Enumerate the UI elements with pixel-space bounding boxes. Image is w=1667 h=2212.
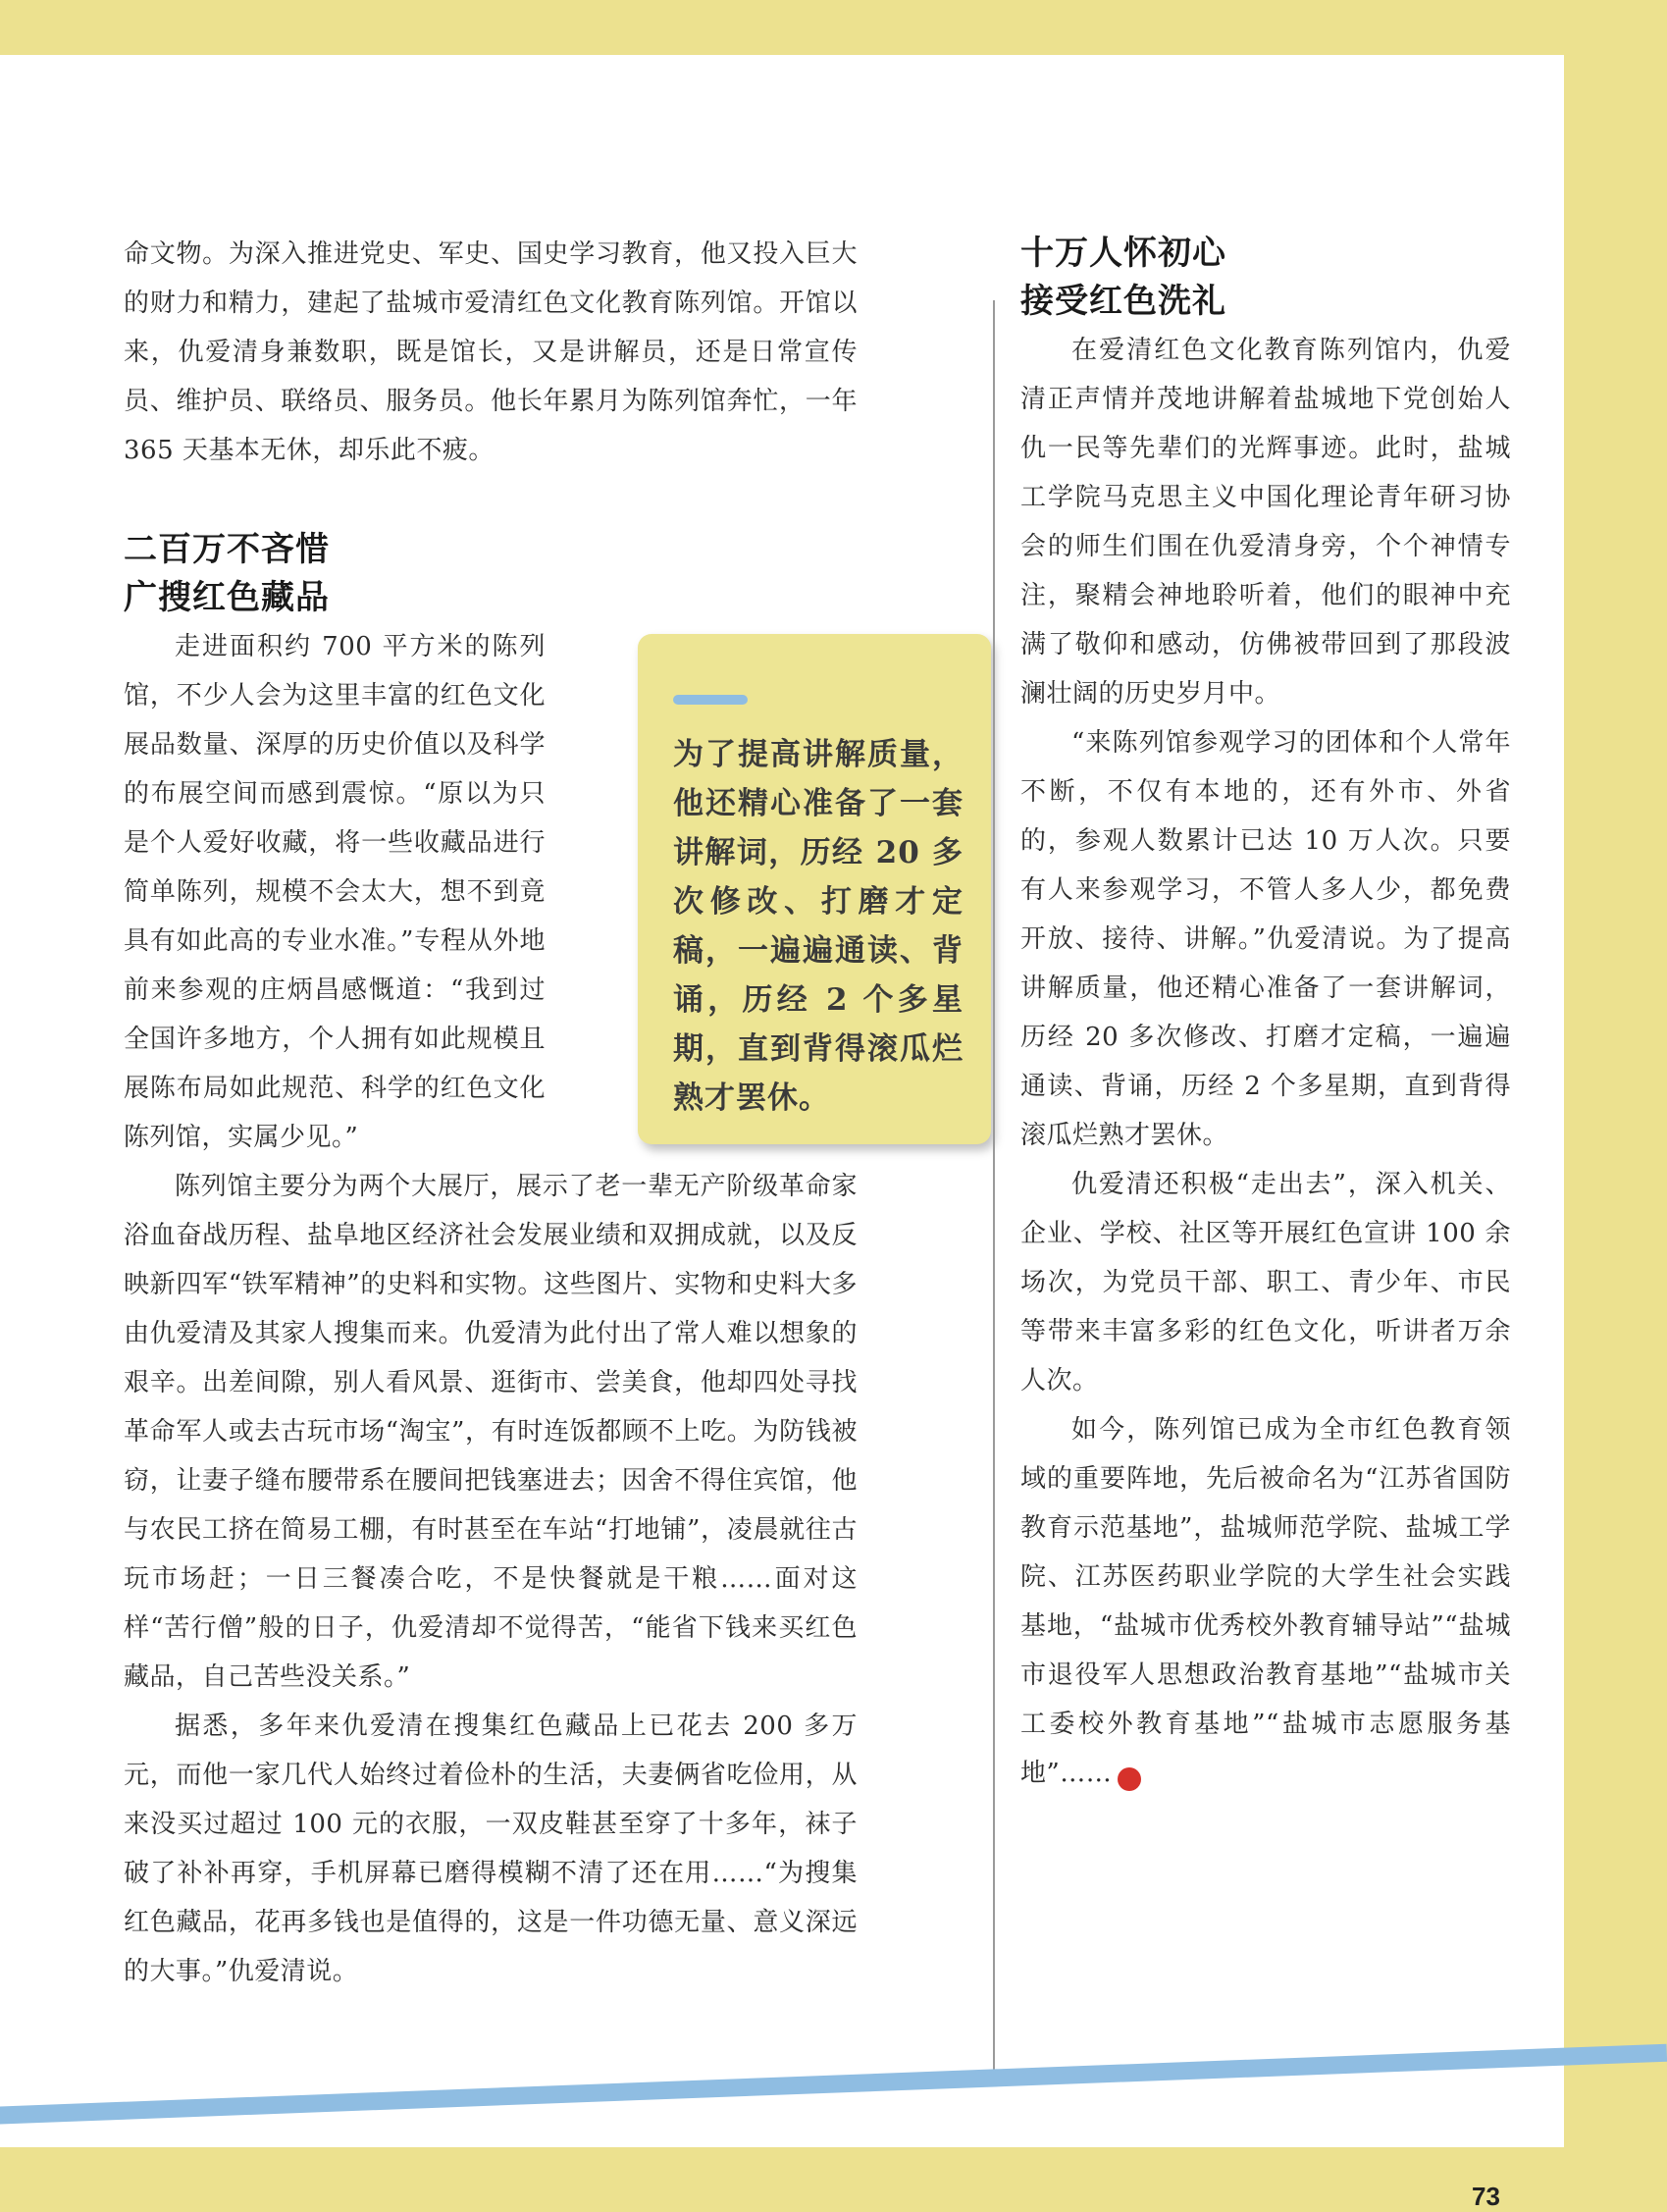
right-column [1020, 230, 1511, 1798]
body-paragraph: 走进面积约 700 平方米的陈列馆，不少人会为这里丰富的红色文化展品数量、深厚的历史价值以及科学的布展空间而感到震惊。“原以为只是个人爱好收藏，将一些收藏品进行简单陈列，规模不会太大，想不到竟具有如此高的专业水准。”专程从外地前来参观的庄炳昌感慨道：“我到过全国许多地方，个人拥有如此规模且展陈布局如此规范、科学的红色文化陈列馆，实属少见。” [124, 632, 546, 1152]
section-heading-right [1020, 230, 1511, 326]
section-heading-left [124, 526, 858, 622]
magazine-page [0, 55, 1564, 2211]
pull-quote-accent-bar [673, 695, 748, 705]
body-paragraph: “来陈列馆参观学习的团体和个人常年不断，不仅有本地的，还有外市、外省的，参观人数累计已达 10 万人次。只要有人来参观学习，不管人多人少，都免费开放、接待、讲解。”仇爱清说。为了提高讲解质量，他还精心准备了一套讲解词，历经 20 多次修改、打磨才定稿，一遍遍通读、背诵，历经 2 个多星期，直到背得滚瓜烂熟才罢休。 [1020, 728, 1511, 1150]
pull-quote-text: 为了提高讲解质量，他还精心准备了一套讲解词，历经 20 多次修改、打磨才定稿，一遍遍通读、背诵，历经 2 个多星期，直到背得滚瓜烂熟才罢休。 [673, 737, 964, 1116]
heading-line-1: 十万人怀初心 [1020, 234, 1226, 273]
pull-quote-box [638, 634, 991, 1144]
end-mark-icon: N [1118, 1767, 1141, 1791]
body-paragraph: 仇爱清还积极“走出去”，深入机关、企业、学校、社区等开展红色宣讲 100 余场次，为党员干部、职工、青少年、市民等带来丰富多彩的红色文化，听讲者万余人次。 [1020, 1170, 1511, 1396]
intro-paragraph: 命文物。为深入推进党史、军史、国史学习教育，他又投入巨大的财力和精力，建起了盐城市爱清红色文化教育陈列馆。开馆以来，仇爱清身兼数职，既是馆长，又是讲解员，还是日常宣传员、维护员、联络员、服务员。他长年累月为陈列馆奔忙，一年 365 天基本无休，却乐此不疲。 [124, 239, 858, 465]
page-number: 73 [1472, 2182, 1500, 2211]
body-paragraph: 陈列馆主要分为两个大展厅，展示了老一辈无产阶级革命家浴血奋战历程、盐阜地区经济社会发展业绩和双拥成就，以及反映新四军“铁军精神”的史料和实物。这些图片、实物和史料大多由仇爱清及其家人搜集而来。仇爱清为此付出了常人难以想象的艰辛。出差间隙，别人看风景、逛街市、尝美食，他却四处寻找革命军人或去古玩市场“淘宝”，有时连饭都顾不上吃。为防钱被窃，让妻子缝布腰带系在腰间把钱塞进去；因舍不得住宾馆，他与农民工挤在简易工棚，有时甚至在车站“打地铺”，凌晨就往古玩市场赶；一日三餐凑合吃，不是快餐就是干粮……面对这样“苦行僧”般的日子，仇爱清却不觉得苦，“能省下钱来买红色藏品，自己苦些没关系。” [124, 1172, 858, 1692]
heading-line-1: 二百万不吝惜 [124, 530, 330, 569]
final-paragraph-text: 如今，陈列馆已成为全市红色教育领域的重要阵地，先后被命名为“江苏省国防教育示范基地”，盐城师范学院、盐城工学院、江苏医药职业学院的大学生社会实践基地，“盐城市优秀校外教育辅导站”“盐城市退役军人思想政治教育基地”“盐城市关工委校外教育基地”“盐城市志愿服务基地”…… [1020, 1415, 1511, 1788]
body-paragraph: 据悉，多年来仇爱清在搜集红色藏品上已花去 200 多万元，而他一家几代人始终过着俭朴的生活，夫妻俩省吃俭用，从来没买过超过 100 元的衣服，一双皮鞋甚至穿了十多年，袜子破了补补再穿，手机屏幕已磨得模糊不清了还在用……“为搜集红色藏品，花再多钱也是值得的，这是一件功德无量、意义深远的大事。”仇爱清说。 [124, 1712, 858, 1986]
heading-line-2: 接受红色洗礼 [1020, 282, 1226, 321]
heading-line-2: 广搜红色藏品 [124, 578, 330, 617]
decorative-blue-stripe [0, 2044, 1667, 2126]
body-paragraph-final [1020, 1405, 1511, 1798]
column-divider [993, 300, 995, 2086]
body-paragraph: 在爱清红色文化教育陈列馆内，仇爱清正声情并茂地讲解着盐城地下党创始人仇一民等先辈们的光辉事迹。此时，盐城工学院马克思主义中国化理论青年研习协会的师生们围在仇爱清身旁，个个神情专注，聚精会神地聆听着，他们的眼神中充满了敬仰和感动，仿佛被带回到了那段波澜壮阔的历史岁月中。 [1020, 336, 1511, 709]
